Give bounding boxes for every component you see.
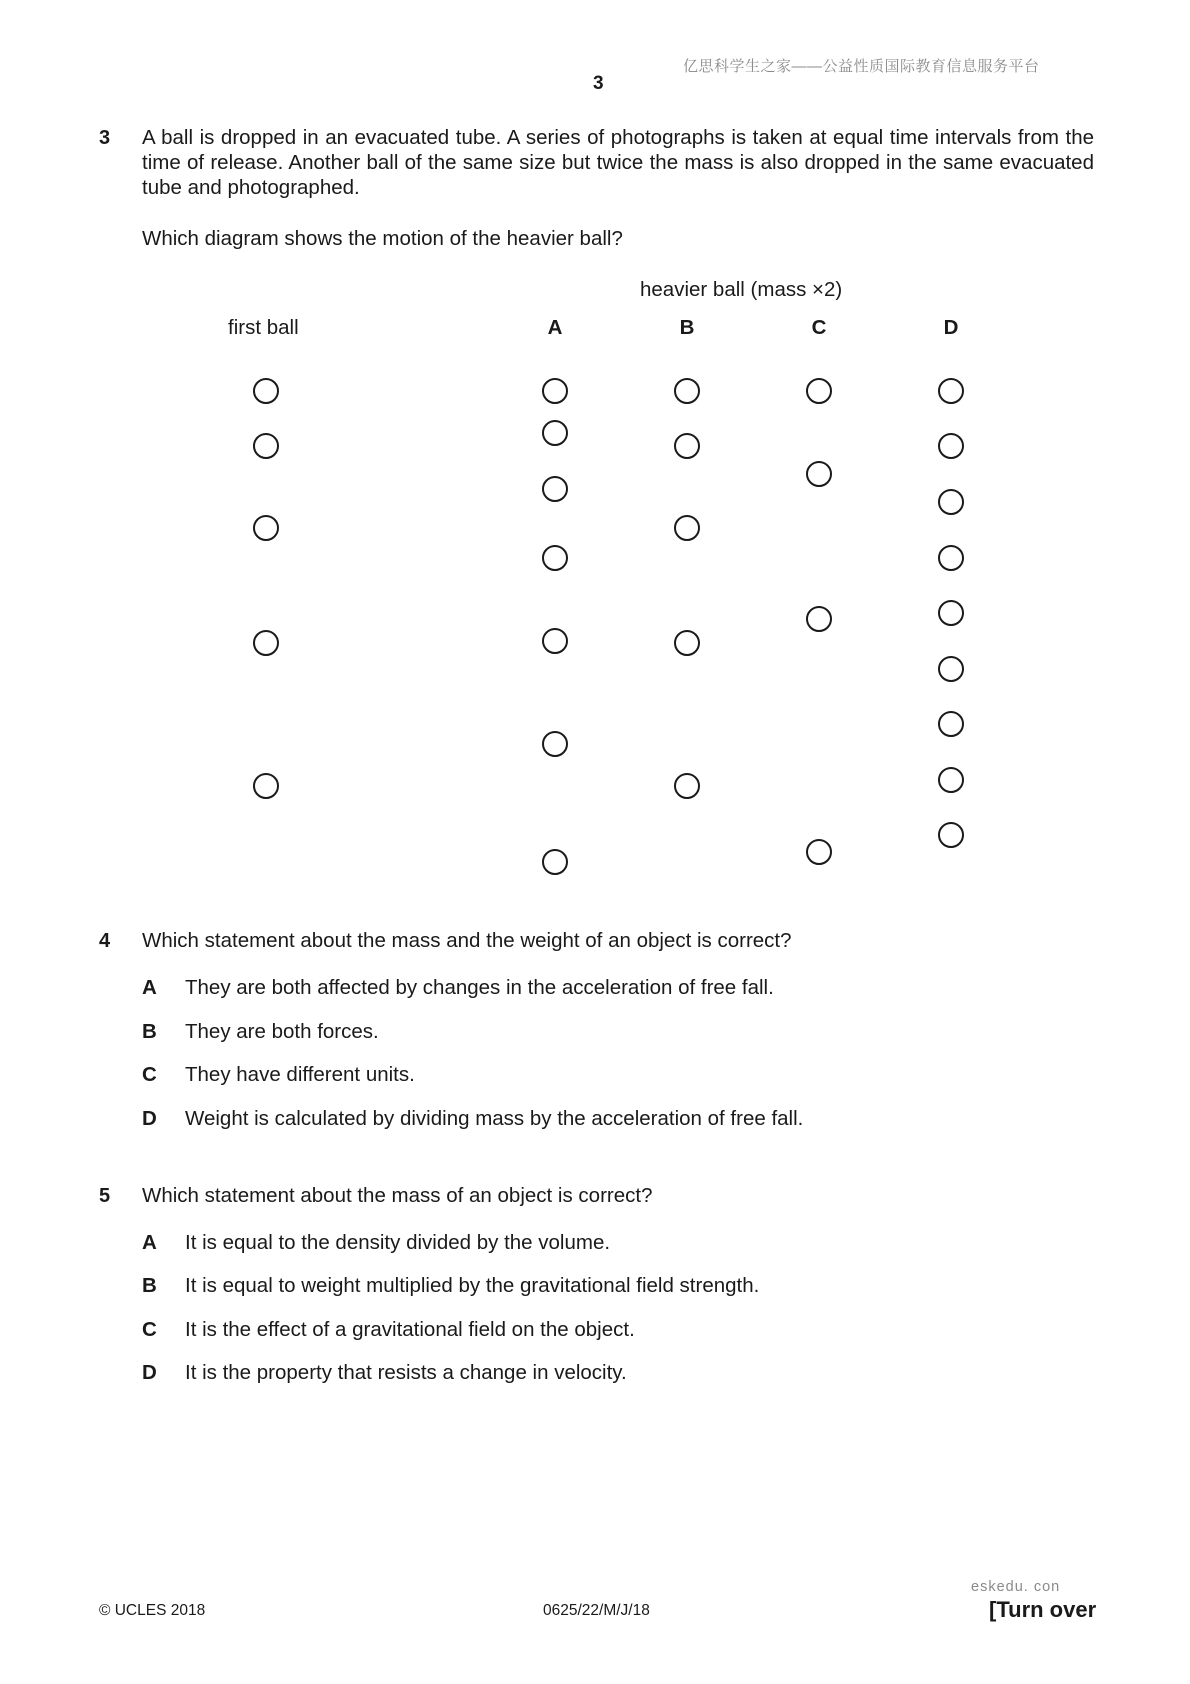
column-d-ball [938,600,964,626]
first-ball-position [253,378,279,404]
q5-option-a-letter: A [142,1231,157,1254]
q5-option-c-letter: C [142,1318,157,1341]
column-d-ball [938,656,964,682]
first-ball-label: first ball [228,316,299,339]
column-d-ball [938,711,964,737]
column-c-ball [806,839,832,865]
column-d-ball [938,378,964,404]
footer-copyright: © UCLES 2018 [99,1602,206,1619]
q5-option-d-text: It is the property that resists a change in velocity. [185,1361,627,1384]
column-b-ball [674,433,700,459]
q3-question: Which diagram shows the motion of the heavier ball? [142,227,623,250]
q4-stem: Which statement about the mass and the weight of an object is correct? [142,929,792,952]
q5-option-b-text: It is equal to weight multiplied by the gravitational field strength. [185,1274,760,1297]
q4-option-a-text: They are both affected by changes in the acceleration of free fall. [185,976,774,999]
q4-option-c-text: They have different units. [185,1063,415,1086]
first-ball-position [253,433,279,459]
q5-stem: Which statement about the mass of an object is correct? [142,1184,653,1207]
q3-stem: A ball is dropped in an evacuated tube. A series of photographs is taken at equal time intervals from the time of release. Another ball of the same size but twice the mass is also dropped in the same evacuated tube and photographed. [142,126,1094,199]
q5-option-d-letter: D [142,1361,157,1384]
column-d-ball [938,822,964,848]
column-a-ball [542,731,568,757]
first-ball-position [253,630,279,656]
turn-over-label: [Turn over [989,1597,1097,1622]
column-b-ball [674,773,700,799]
q3-number: 3 [99,127,111,149]
column-label-b: B [679,316,695,339]
q4-number: 4 [99,930,111,952]
column-c-ball [806,606,832,632]
q5-option-c-text: It is the effect of a gravitational field on the object. [185,1318,635,1341]
page-number: 3 [593,73,604,94]
column-label-c: C [811,316,827,339]
column-b-ball [674,378,700,404]
q4-option-d-letter: D [142,1107,157,1130]
footer-paper-code: 0625/22/M/J/18 [543,1602,650,1619]
column-d-ball [938,433,964,459]
column-b-ball [674,515,700,541]
heavier-ball-label: heavier ball (mass ×2) [640,278,843,301]
column-d-ball [938,767,964,793]
q5-option-b-letter: B [142,1274,157,1297]
first-ball-position [253,515,279,541]
column-c-ball [806,461,832,487]
column-d-ball [938,545,964,571]
q4-option-c-letter: C [142,1063,157,1086]
q5-option-a-text: It is equal to the density divided by the volume. [185,1231,611,1254]
column-label-d: D [943,316,959,339]
column-a-ball [542,476,568,502]
q5-number: 5 [99,1185,111,1207]
column-b-ball [674,630,700,656]
column-a-ball [542,420,568,446]
column-a-ball [542,849,568,875]
footer-watermark: eskedu. con [971,1579,1061,1595]
q4-option-b-letter: B [142,1020,157,1043]
header-watermark: 亿思科学生之家——公益性质国际教育信息服务平台 [683,58,1040,75]
column-a-ball [542,628,568,654]
column-a-ball [542,545,568,571]
column-d-ball [938,489,964,515]
column-label-a: A [547,316,563,339]
first-ball-position [253,773,279,799]
q4-option-a-letter: A [142,976,157,999]
column-a-ball [542,378,568,404]
column-c-ball [806,378,832,404]
q4-option-d-text: Weight is calculated by dividing mass by the acceleration of free fall. [185,1107,804,1130]
q4-option-b-text: They are both forces. [185,1020,379,1043]
